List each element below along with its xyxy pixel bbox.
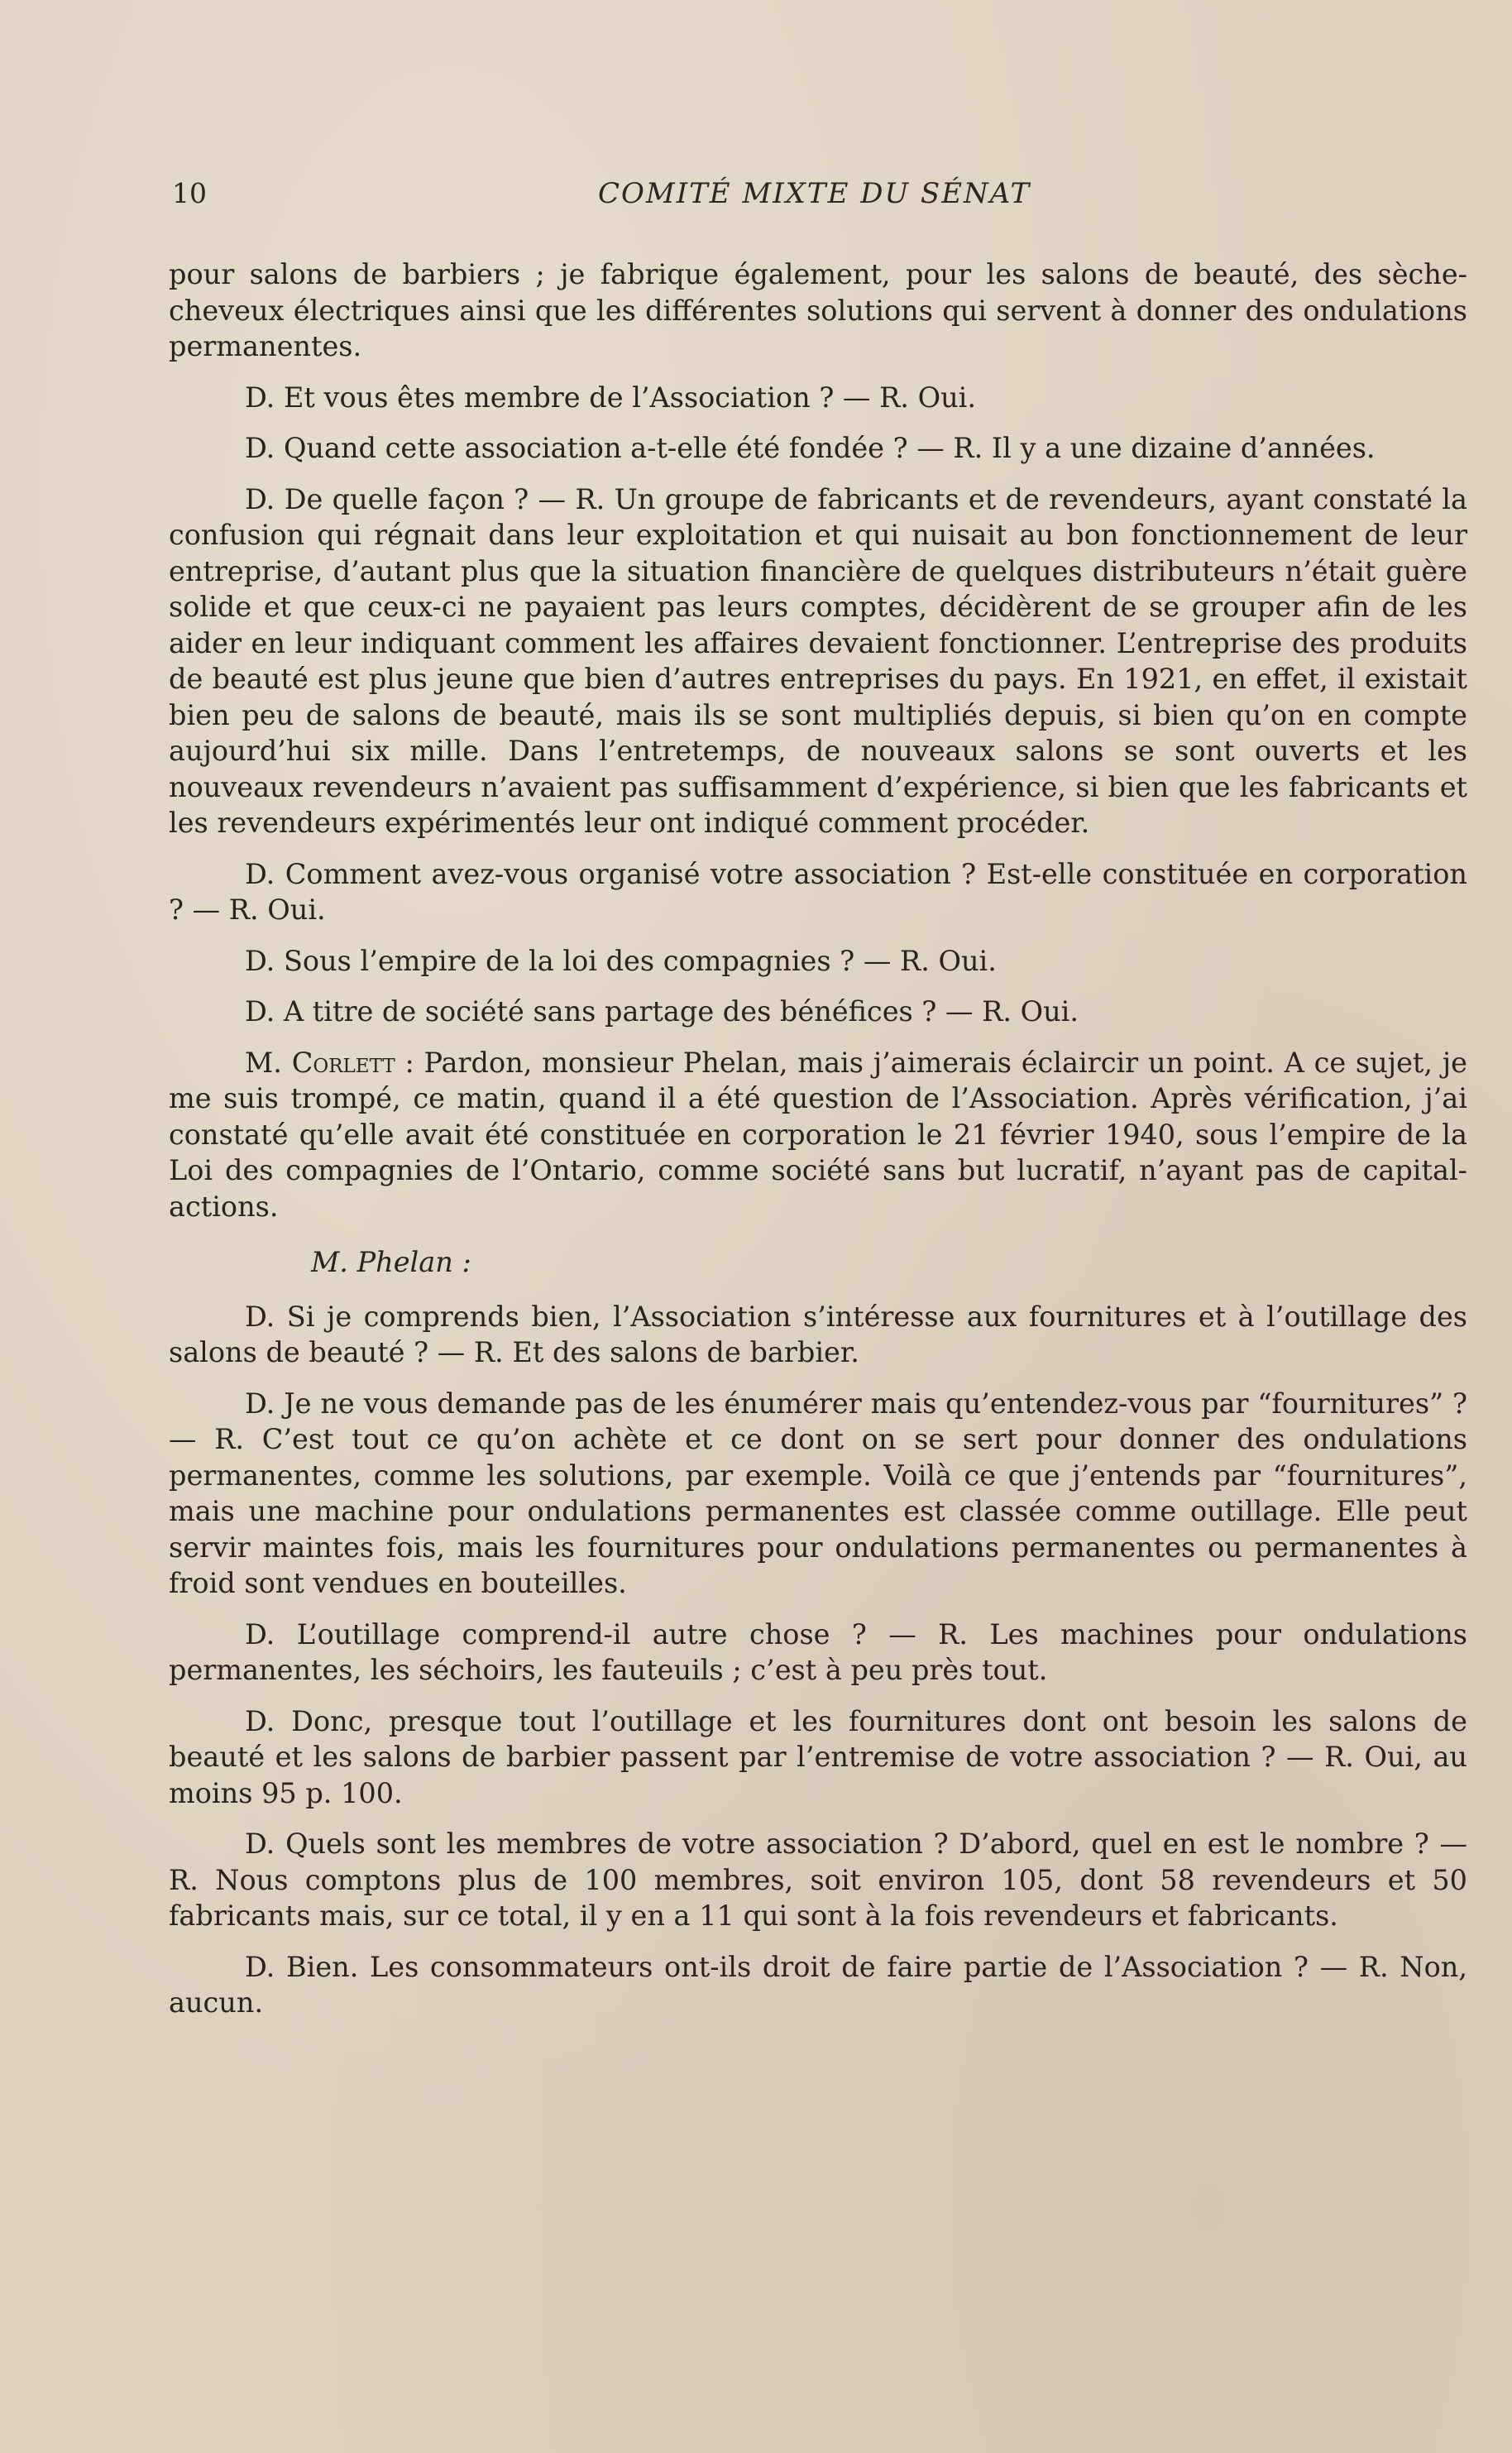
page-header [172,177,1462,218]
paragraph: D. Quand cette association a-t-elle été fondée ? — R. Il y a une dizaine d’années. [245,432,1376,464]
paragraph: D. A titre de société sans partage des bénéfices ? — R. Oui. [245,995,1079,1028]
speaker-text: Pardon, monsieur Phelan, mais j’aimerais éclaircir un point. A ce sujet, je me suis trompé, ce matin, quand il a été question de l’Association. Après vérification, j’ai constaté qu’elle avait été constituée en corporation le 21 février 1940, sous l’empire de la Loi des compagnies de l’Ontario, comme société sans but lucratif, n’ayant pas de capital-actions. [169,1046,1467,1223]
paragraph: D. Je ne vous demande pas de les énumérer mais qu’entendez-vous par “fournitures” ? — R. C’est tout ce qu’on achète et ce dont on se sert pour donner des ondulations permanentes, comme les solutions, par exemple. Voilà ce que j’entends par “fournitures”, mais une machine pour ondulations permanentes est classée comme outillage. Elle peut servir maintes fois, mais les fournitures pour ondulations permanentes ou permanentes à froid sont vendues en bouteilles. [169,1387,1467,1599]
page-number: 10 [172,177,207,209]
paragraph: D. Et vous êtes membre de l’Association ? — R. Oui. [245,381,977,414]
paragraph: D. Comment avez-vous organisé votre association ? Est-elle constituée en corporation ? — R. Oui. [169,857,1467,926]
paragraph: D. L’outillage comprend-il autre chose ? — R. Les machines pour ondulations permanentes, les séchoirs, les fauteuils ; c’est à peu près tout. [169,1617,1467,1686]
paragraph: D. Quels sont les membres de votre association ? D’abord, quel en est le nombre ? — R. Nous comptons plus de 100 membres, soit environ 105, dont 58 revendeurs et 50 fabricants mais, sur ce total, il y en a 11 qui sont à la fois revendeurs et fabricants. [169,1828,1467,1932]
paragraph: D. Bien. Les consommateurs ont-ils droit de faire partie de l’Association ? — R. Non, aucun. [169,1950,1467,2019]
speaker-name: M. Corlett : [245,1046,414,1079]
paragraph: D. De quelle façon ? — R. Un groupe de fabricants et de revendeurs, ayant constaté la confusion qui régnait dans leur exploitation et qui nuisait au bon fonctionnement de leur entreprise, d’autant plus que la situation financière de quelques distributeurs n’était guère solide et que ceux-ci ne payaient pas leurs comptes, décidèrent de se grouper afin de les aider en leur indiquant comment les affaires devaient fonctionner. L’entreprise des produits de beauté est plus jeune que bien d’autres entreprises du pays. En 1921, en effet, il existait bien peu de salons de beauté, mais ils se sont multipliés depuis, si bien qu’on en compte aujourd’hui six mille. Dans l’entretemps, de nouveaux salons se sont ouverts et les nouveaux revendeurs n’avaient pas suffisamment d’expérience, si bien que les fabricants et les revendeurs expérimentés leur ont indiqué comment procéder. [169,482,1467,839]
speaker-heading: M. Phelan : [311,1246,471,1278]
paragraph: D. Sous l’empire de la loi des compagnies ? — R. Oui. [245,944,997,977]
paragraph-speaker [169,1045,1467,1225]
paragraph: D. Si je comprends bien, l’Association s’intéresse aux fournitures et à l’outillage des salons de beauté ? — R. Et des salons de barbier. [169,1300,1467,1368]
body-text [169,256,1467,2036]
running-title: COMITÉ MIXTE DU SÉNAT [598,177,1031,210]
paragraph: pour salons de barbiers ; je fabrique également, pour les salons de beauté, des sèche-cheveux électriques ainsi que les différentes solutions qui servent à donner des ondulations permanentes. [169,258,1467,362]
paragraph: D. Donc, presque tout l’outillage et les fournitures dont ont besoin les salons de beauté et les salons de barbier passent par l’entremise de votre association ? — R. Oui, au moins 95 p. 100. [169,1704,1467,1809]
